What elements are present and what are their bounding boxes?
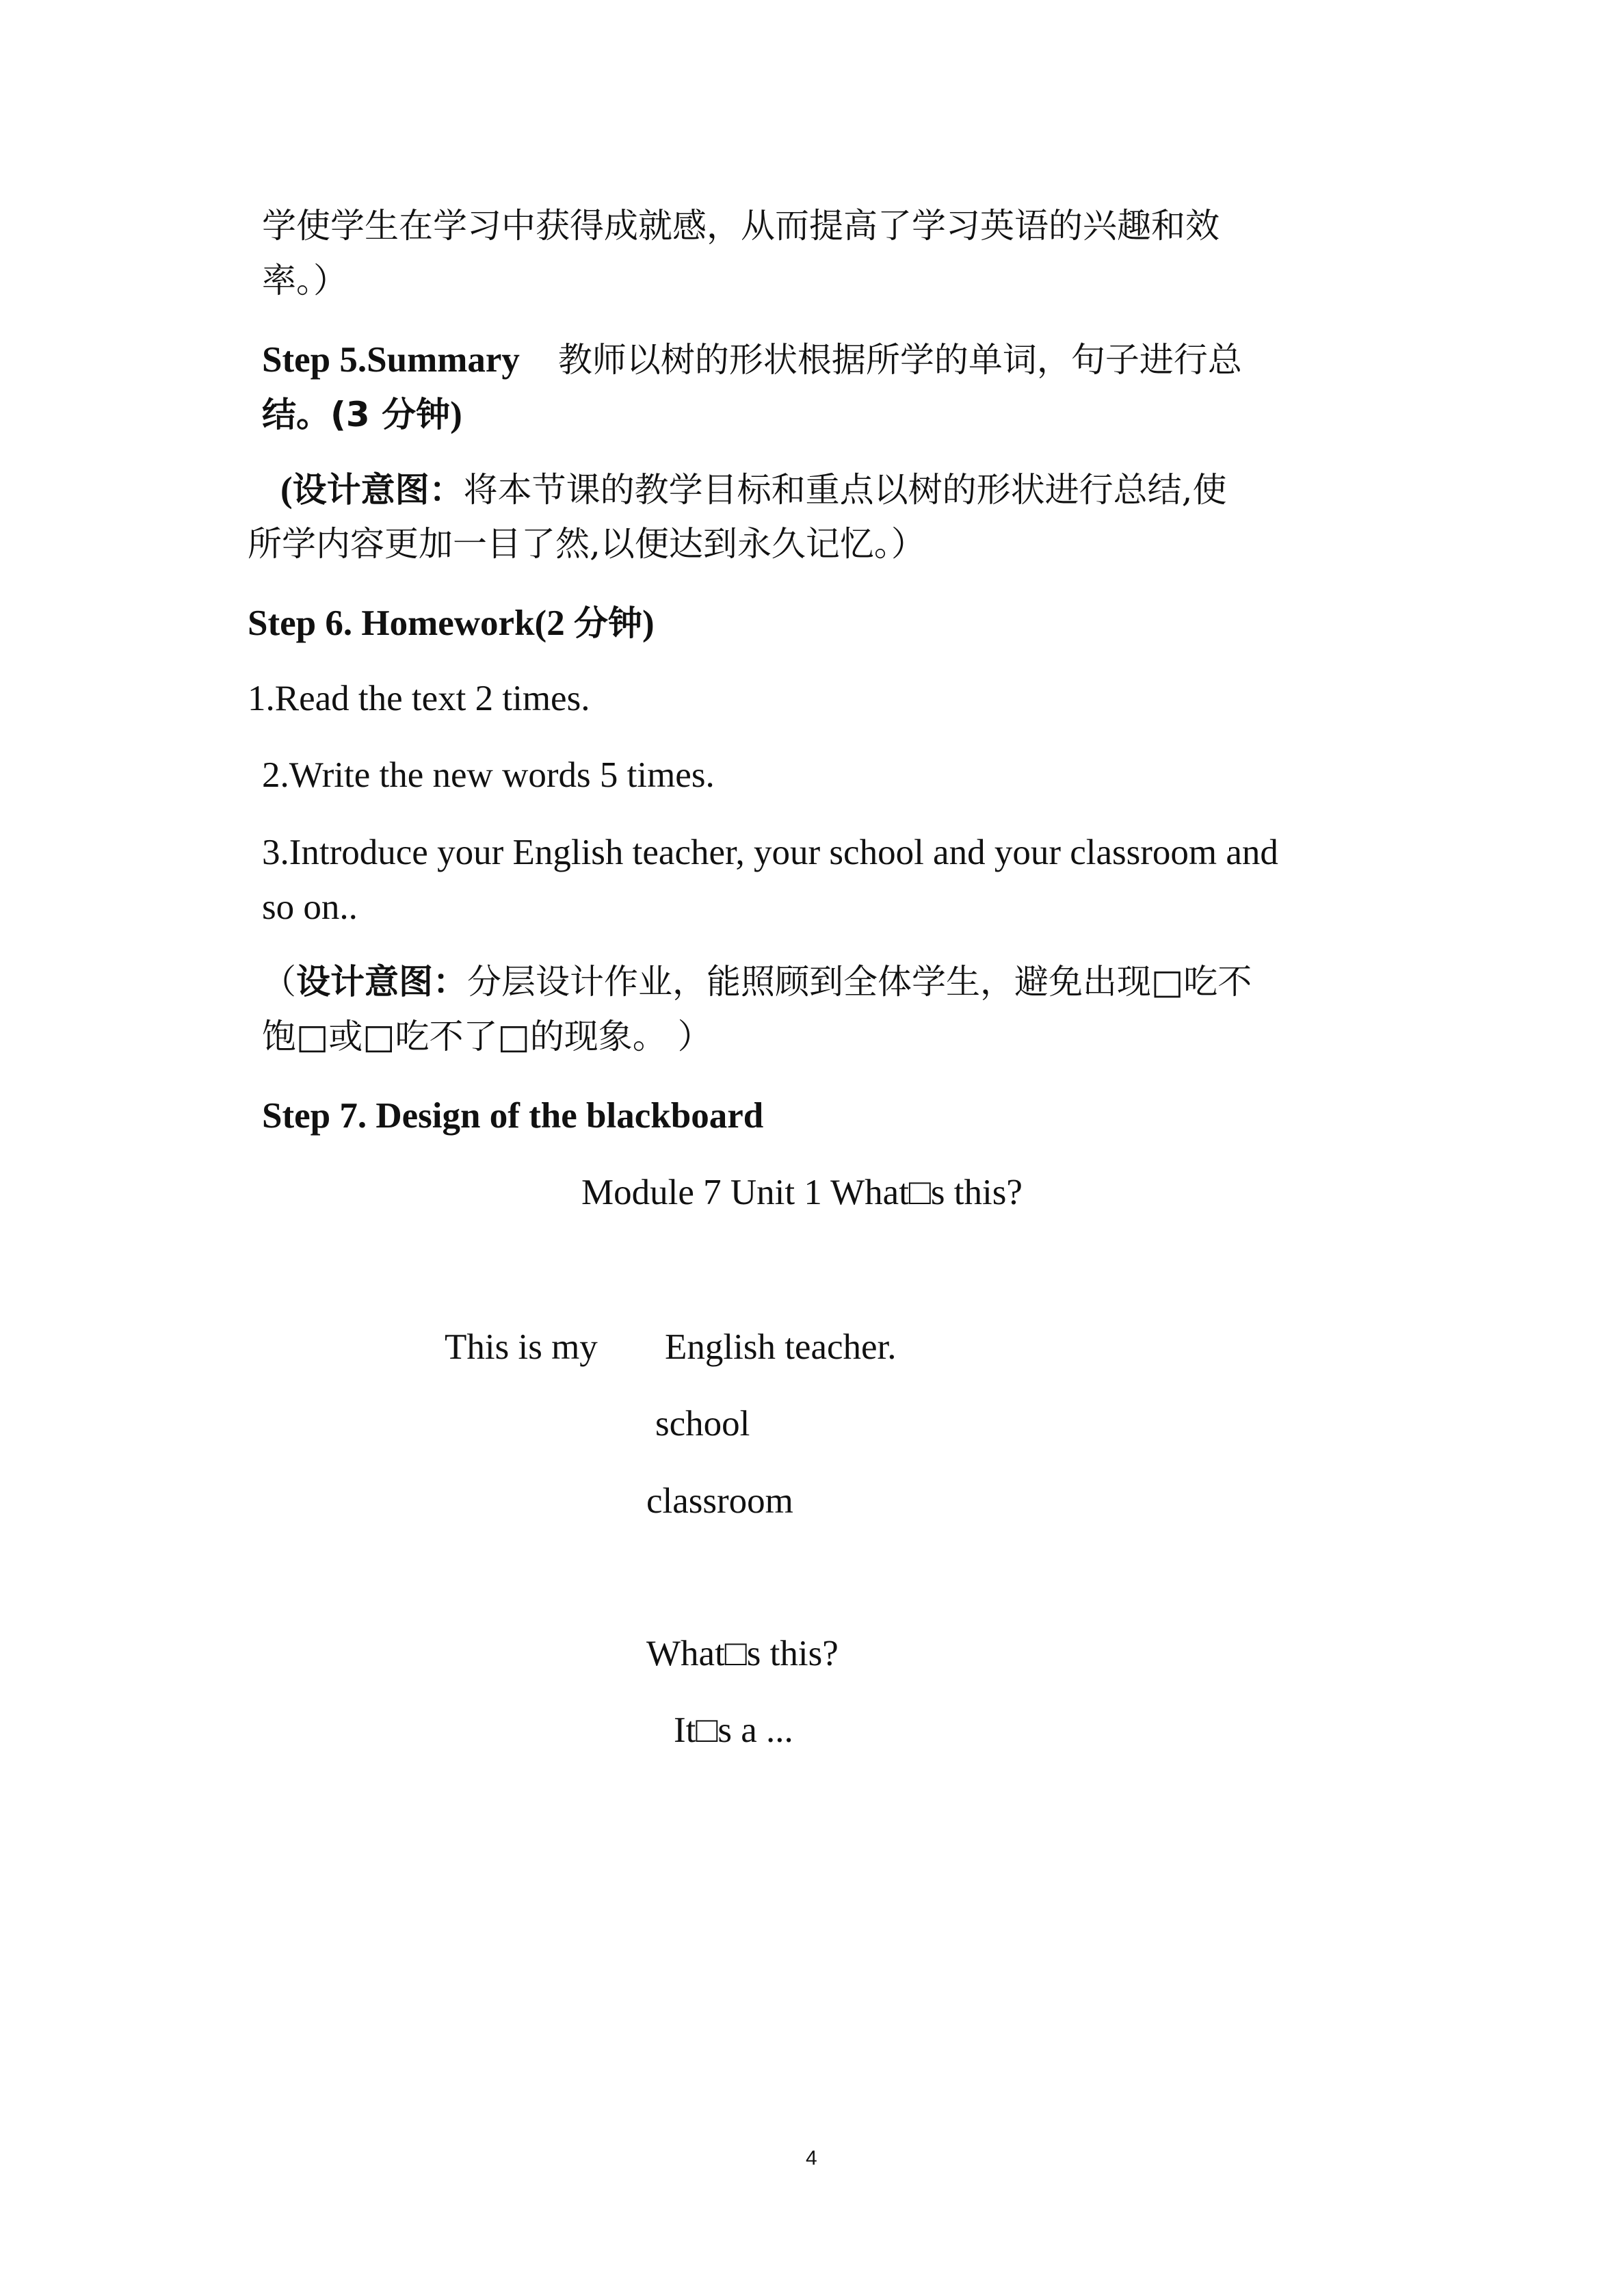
- step5-heading: Step 5.Summary: [262, 340, 520, 380]
- blackboard-item-2: school: [655, 1404, 750, 1444]
- page-number: 4: [806, 2147, 817, 2169]
- step5-text-2a: 结。(3: [262, 395, 382, 434]
- step5-line-2: [262, 397, 462, 433]
- blackboard-question: What□s this?: [646, 1634, 839, 1673]
- homework-item-3-cont: so on..: [262, 887, 358, 927]
- blackboard-prefix: This is my: [445, 1327, 598, 1367]
- intent6-open: （: [262, 962, 296, 1002]
- intent5-line-1: [280, 472, 1227, 508]
- step6-heading-c: ): [642, 603, 655, 643]
- intent6-line-1: [262, 962, 1252, 1002]
- step6-heading: [248, 605, 655, 642]
- intent5-open: (: [280, 470, 293, 510]
- homework-item-1: 1.Read the text 2 times.: [248, 679, 590, 718]
- step5-duration: 分钟: [382, 395, 451, 434]
- intent5-text-1: 将本节课的教学目标和重点以树的形状进行总结,使: [463, 470, 1227, 510]
- step5-line-1: [262, 342, 1242, 378]
- homework-item-3: 3.Introduce your English teacher, your school and your classroom and: [262, 833, 1278, 872]
- step5-text-1: 教师以树的形状根据所学的单词，句子进行总: [557, 340, 1242, 380]
- step6-heading-a: Step 6. Homework(2: [248, 603, 574, 643]
- blackboard-item-3: classroom: [646, 1481, 793, 1521]
- intent6-line-2: 饱□或□吃不了□的现象。 ）: [262, 1017, 712, 1056]
- step6-duration: 分钟: [573, 603, 642, 643]
- blackboard-title: Module 7 Unit 1 What□s this?: [581, 1173, 1023, 1212]
- intent5-label: 设计意图：: [292, 470, 464, 510]
- intent6-text-1: 分层设计作业，能照顾到全体学生，避免出现□吃不: [467, 962, 1252, 1002]
- intro-line-1: 学使学生在学习中获得成就感，从而提高了学习英语的兴趣和效: [262, 206, 1220, 246]
- blackboard-item-1: English teacher.: [665, 1327, 897, 1367]
- intro-line-2: 率。）: [262, 261, 347, 300]
- homework-item-2: 2.Write the new words 5 times.: [262, 755, 715, 795]
- intent5-line-2: 所学内容更加一目了然,以便达到永久记忆。）: [248, 524, 925, 564]
- intent6-label: 设计意图：: [296, 962, 467, 1002]
- step5-text-2c: ): [450, 395, 462, 434]
- step7-heading: Step 7. Design of the blackboard: [262, 1096, 764, 1136]
- blackboard-answer: It□s a ...: [674, 1710, 793, 1750]
